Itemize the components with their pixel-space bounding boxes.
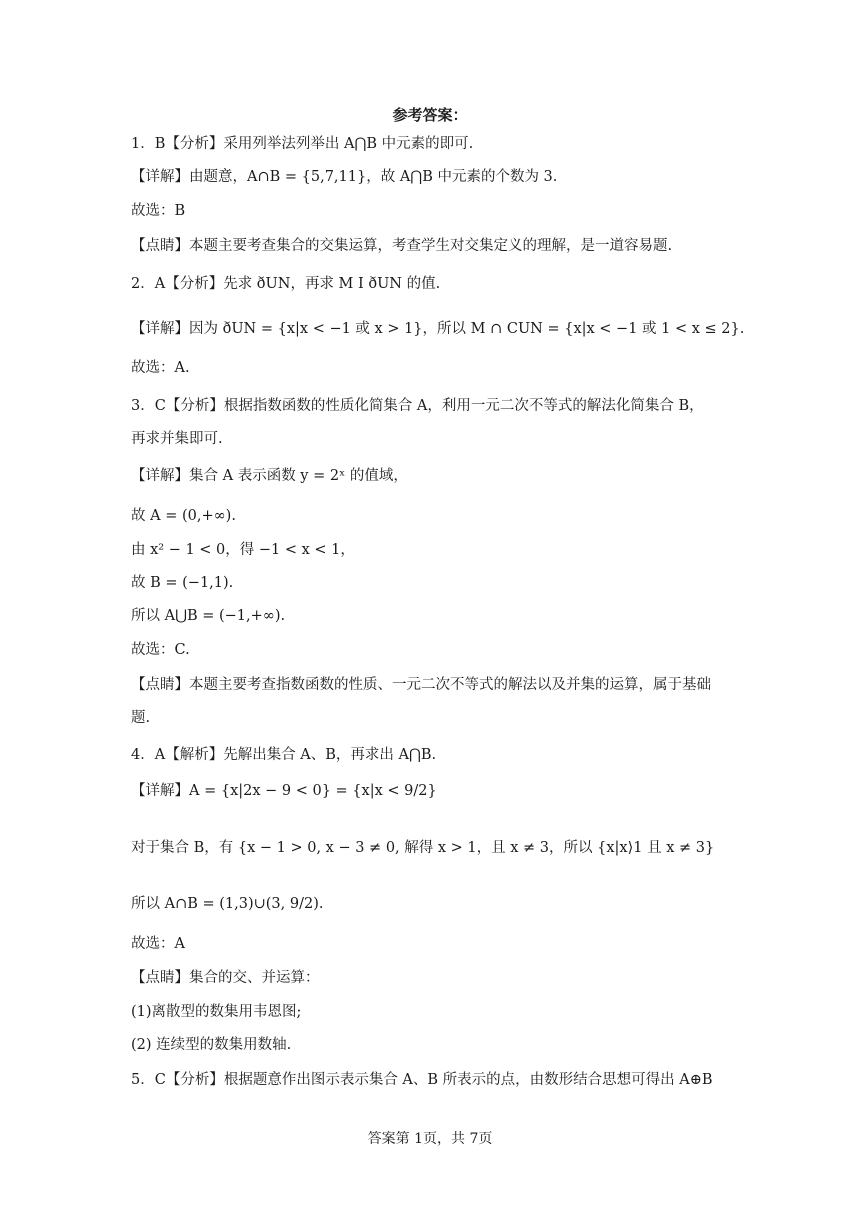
answer-4-detail: 【详解】A = {x|2x − 9 < 0} = {x|x < 9/2}	[131, 783, 437, 799]
answer-2-choice: 故选：A.	[131, 360, 190, 376]
page-footer: 答案第 1页，共 7页	[367, 1131, 493, 1147]
page-title: 参考答案：	[392, 106, 468, 124]
answer-3-choice: 故选：C.	[131, 642, 190, 658]
answer-4-analysis: 4．A【解析】先解出集合 A、B，再求出 A⋂B.	[131, 747, 437, 763]
answer-1-analysis: 1．B【分析】采用列举法列举出 A⋂B 中元素的即可.	[131, 136, 474, 152]
answer-4-result: 所以 A∩B = (1,3)∪(3, 9/2).	[131, 896, 324, 912]
answer-3-analysis: 3．C【分析】根据指数函数的性质化简集合 A，利用一元二次不等式的解法化简集合 B，	[131, 398, 704, 414]
answer-3-comment-cont: 题.	[131, 710, 151, 726]
answer-3-step-a: 故 A = (0,+∞).	[131, 508, 236, 524]
answer-3-union: 所以 A⋃B = (−1,+∞).	[131, 608, 286, 624]
answer-4-comment-2: (2) 连续型的数集用数轴.	[131, 1037, 292, 1053]
answer-3-comment: 【点睛】本题主要考查指数函数的性质、一元二次不等式的解法以及并集的运算，属于基础	[131, 677, 711, 693]
answer-4-choice: 故选：A	[131, 936, 185, 952]
answer-1-comment: 【点睛】本题主要考查集合的交集运算，考查学生对交集定义的理解，是一道容易题.	[131, 238, 673, 254]
answer-4-set-b: 对于集合 B，有 {x − 1 > 0, x − 3 ≠ 0, 解得 x > 1，且 x ≠ 3，所以 {x|x⟩1 且 x ≠ 3}	[131, 840, 715, 856]
answer-3-step-ineq: 由 x² − 1 < 0，得 −1 < x < 1，	[131, 542, 355, 558]
answer-4-comment-1: (1)离散型的数集用韦恩图;	[131, 1004, 302, 1020]
answer-3-detail: 【详解】集合 A 表示函数 y = 2ˣ 的值域，	[131, 468, 408, 484]
answer-1-detail: 【详解】由题意，A∩B = {5,7,11}，故 A⋂B 中元素的个数为 3.	[131, 169, 558, 185]
answer-4-comment: 【点睛】集合的交、并运算：	[131, 970, 320, 986]
answer-5-analysis: 5．C【分析】根据题意作出图示表示集合 A、B 所表示的点，由数形结合思想可得出 A⊕B	[131, 1072, 713, 1088]
answer-2-analysis: 2．A【分析】先求 ðUN，再求 M Ι ðUN 的值.	[131, 276, 441, 292]
answer-2-detail: 【详解】因为 ðUN = {x|x < −1 或 x > 1}，所以 M ∩ CUN = {x|x < −1 或 1 < x ≤ 2}.	[131, 321, 745, 337]
answer-3-analysis-cont: 再求并集即可.	[131, 431, 223, 447]
answer-1-choice: 故选：B	[131, 203, 186, 219]
answer-3-step-b: 故 B = (−1,1).	[131, 575, 234, 591]
